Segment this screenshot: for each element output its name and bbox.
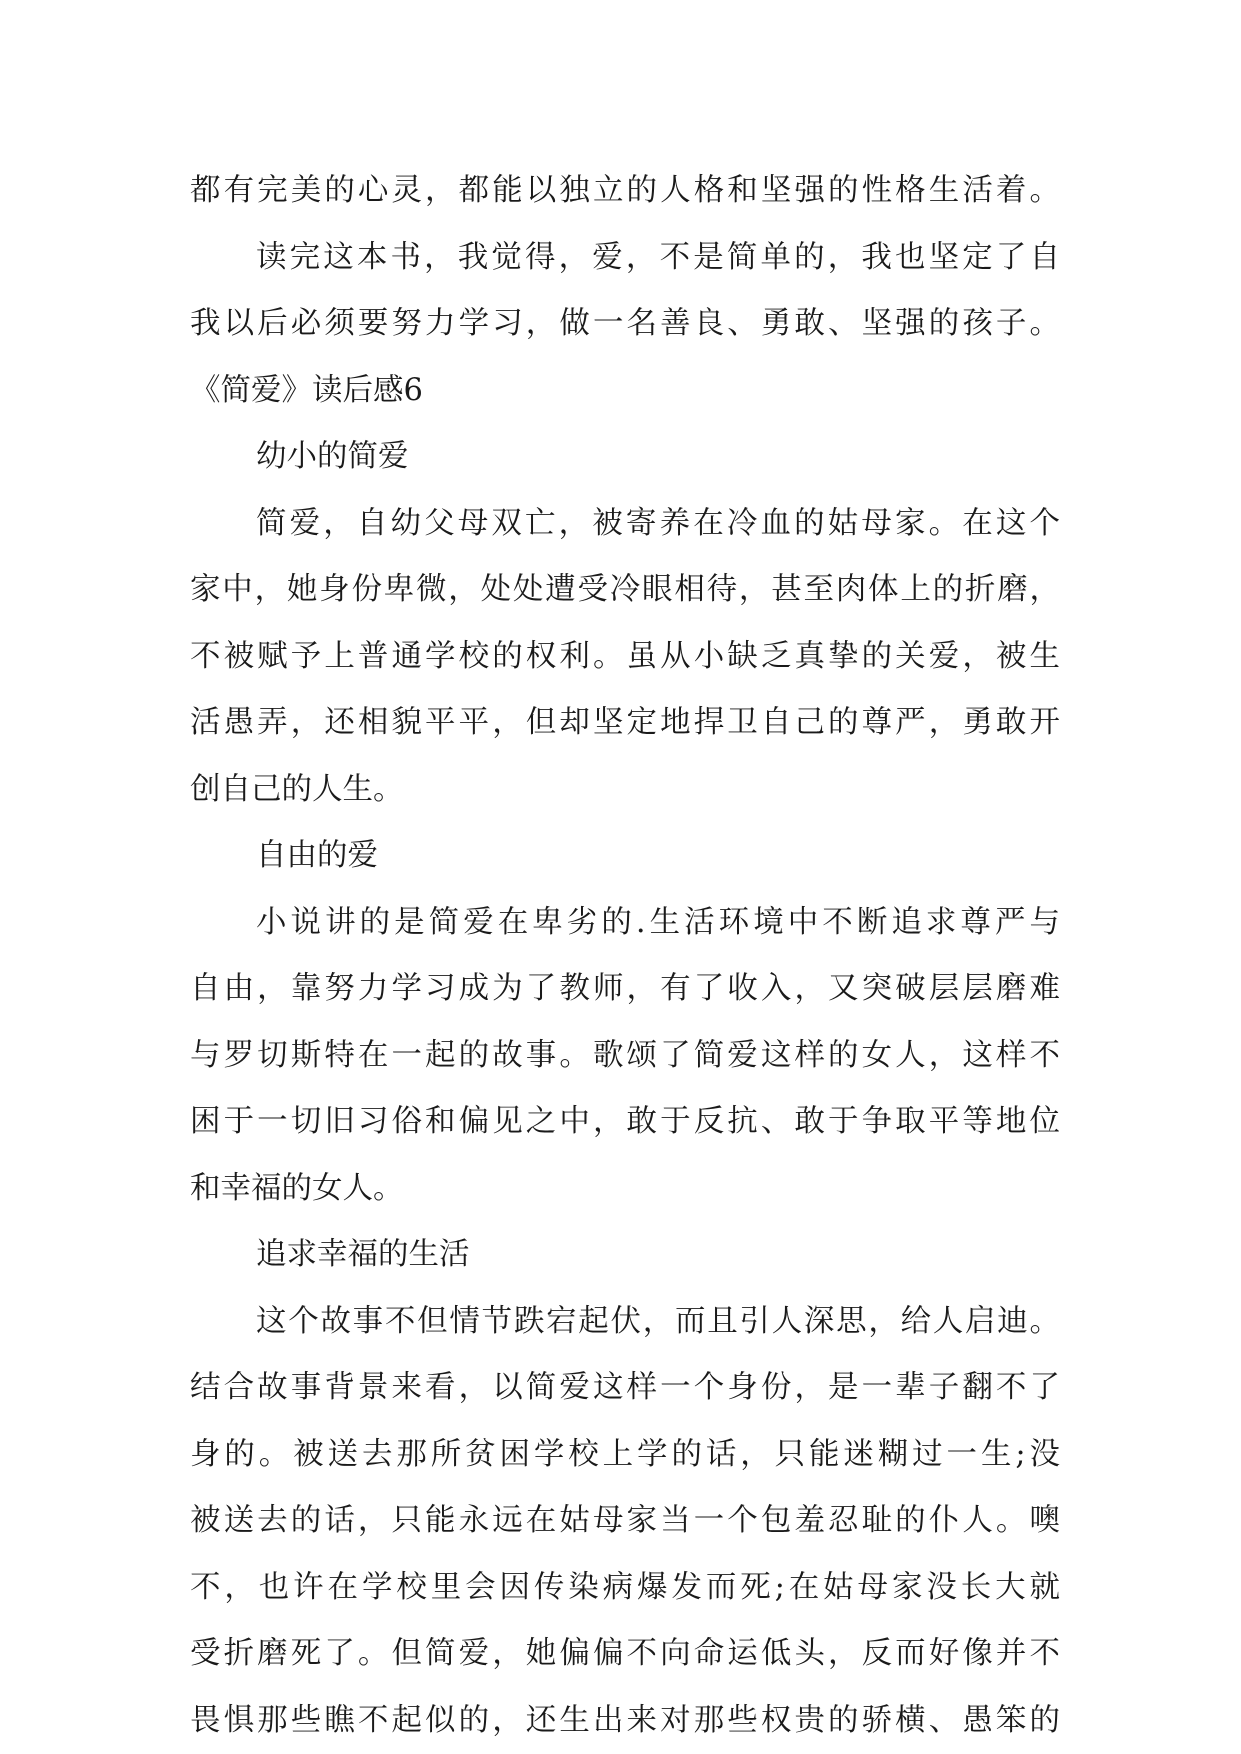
text-line: 与罗切斯特在一起的故事。歌颂了简爱这样的女人，这样不	[190, 1037, 1060, 1073]
text-line: 家中，她身份卑微，处处遭受冷眼相待，甚至肉体上的折磨，	[190, 572, 1060, 607]
text-line: 和幸福的女人。	[190, 1170, 404, 1206]
subheading: 自由的爱	[256, 838, 378, 873]
text-line: 创自己的人生。	[190, 771, 404, 807]
text-line: 被送去的话，只能永远在姑母家当一个包羞忍耻的仆人。噢	[190, 1503, 1060, 1538]
text-line: 不被赋予上普通学校的权利。虽从小缺乏真挚的关爱，被生	[190, 638, 1060, 674]
text-line: 这个故事不但情节跌宕起伏，而且引人深思，给人启迪。	[256, 1303, 1060, 1339]
text-line: 自由，靠努力学习成为了教师，有了收入，又突破层层磨难	[190, 971, 1060, 1006]
section-title: 《简爱》读后感6	[190, 372, 423, 408]
text-line: 困于一切旧习俗和偏见之中，敢于反抗、敢于争取平等地位	[190, 1104, 1060, 1139]
text-line: 我以后必须要努力学习，做一名善良、勇敢、坚强的孩子。	[190, 306, 1060, 341]
document-body	[190, 158, 1070, 1754]
text-line: 都有完美的心灵，都能以独立的人格和坚强的性格生活着。	[190, 173, 1060, 208]
text-line: 活愚弄，还相貌平平，但却坚定地捍卫自己的尊严，勇敢开	[190, 705, 1060, 740]
subheading: 幼小的简爱	[256, 439, 409, 474]
text-line: 畏惧那些瞧不起似的，还生出来对那些权贵的骄横、愚笨的	[190, 1702, 1060, 1738]
subheading: 追求幸福的生活	[256, 1237, 470, 1272]
text-line: 受折磨死了。但简爱，她偏偏不向命运低头，反而好像并不	[190, 1636, 1060, 1671]
text-line: 读完这本书，我觉得，爱，不是简单的，我也坚定了自	[256, 239, 1060, 275]
text-line: 简爱，自幼父母双亡，被寄养在冷血的姑母家。在这个	[256, 505, 1060, 541]
text-line: 小说讲的是简爱在卑劣的.生活环境中不断追求尊严与	[256, 904, 1060, 940]
text-line: 不，也许在学校里会因传染病爆发而死;在姑母家没长大就	[190, 1569, 1060, 1605]
text-line: 身的。被送去那所贫困学校上学的话，只能迷糊过一生;没	[190, 1436, 1060, 1472]
text-line: 结合故事背景来看，以简爱这样一个身份，是一辈子翻不了	[190, 1370, 1060, 1405]
